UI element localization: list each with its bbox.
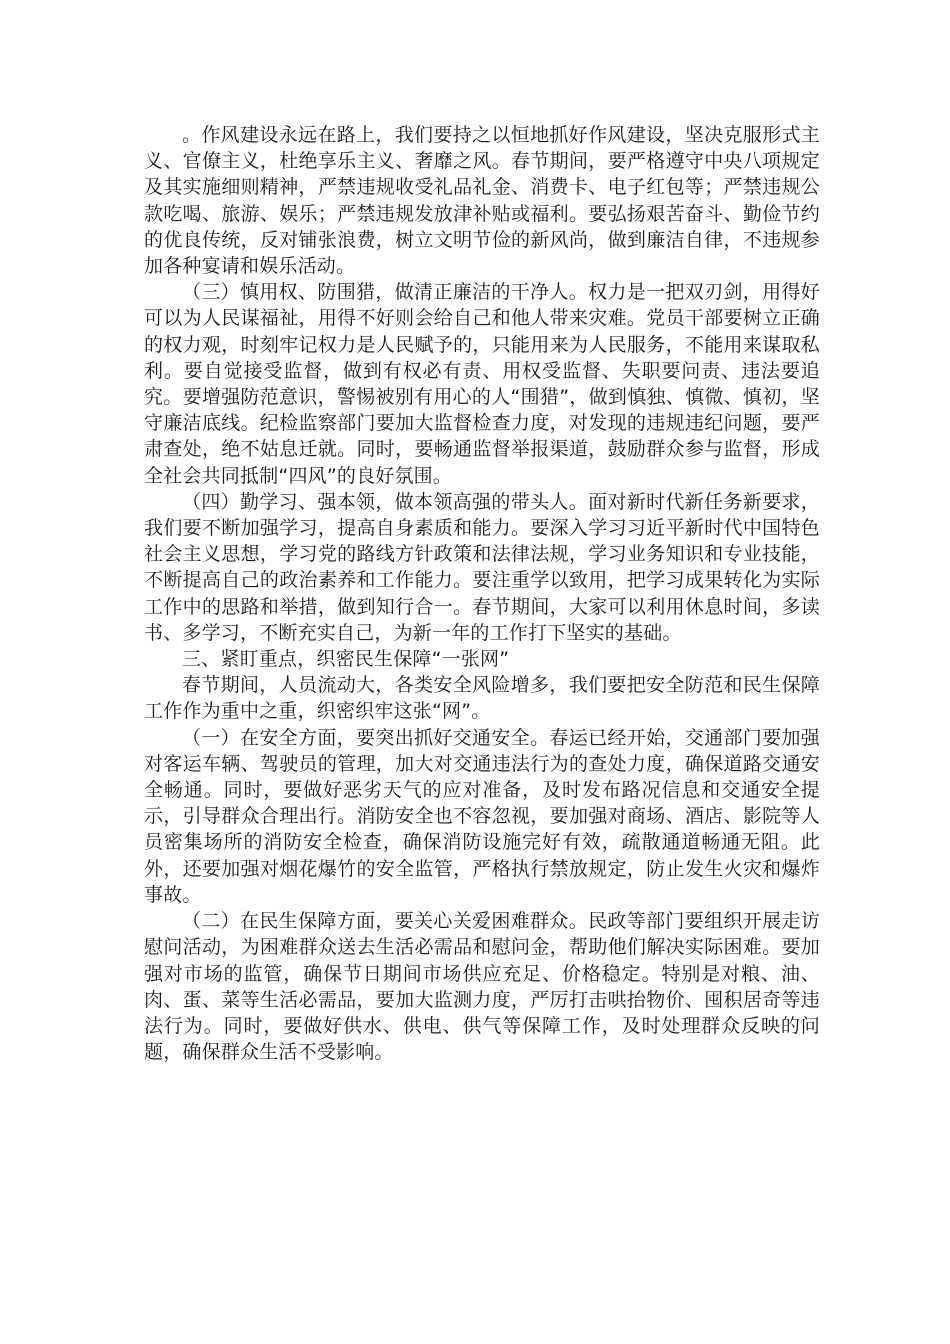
paragraph-livelihood-support: （二）在民生保障方面，要关心关爱困难群众。民政等部门要组织开展走访慰问活动，为困难群众送去生活必需品和慰问金，帮助他们解决实际困难。要加强对市场的监管，确保节日期间市场供应充足、价格稳定。特别是对粮、油、肉、蛋、菜等生活必需品，要加大监测力度，严厉打击哄抬物价、囤积居奇等违法行为。同时，要做好供水、供电、供气等保障工作，及时处理群众反映的问题，确保群众生活不受影响。: [144, 910, 820, 1064]
paragraph-section-4-learning: （四）勤学习、强本领，做本领高强的带头人。面对新时代新任务新要求，我们要不断加强学习，提高自身素质和能力。要深入学习习近平新时代中国特色社会主义思想，学习党的路线方针政策和法律法规，学习业务知识和专业技能，不断提高自己的政治素养和工作能力。要注重学以致用，把学习成果转化为实际工作中的思路和举措，做到知行合一。春节期间，大家可以利用休息时间，多读书、多学习，不断充实自己，为新一年的工作打下坚实的基础。: [144, 490, 820, 644]
paragraph-livelihood-intro: 春节期间，人员流动大，各类安全风险增多，我们要把安全防范和民生保障工作作为重中之重，织密织牢这张“网”。: [144, 674, 820, 723]
paragraph-safety: （一）在安全方面，要突出抓好交通安全。春运已经开始，交通部门要加强对客运车辆、驾驶员的管理，加大对交通违法行为的查处力度，确保道路交通安全畅通。同时，要做好恶劣天气的应对准备，及时发布路况信息和交通安全提示，引导群众合理出行。消防安全也不容忽视，要加强对商场、酒店、影院等人员密集场所的消防安全检查，确保消防设施完好有效，疏散通道畅通无阻。此外，还要加强对烟花爆竹的安全监管，严格执行禁放规定，防止发生火灾和爆炸事故。: [144, 726, 820, 906]
document-page: [144, 122, 820, 1065]
section-heading-livelihood: 三、紧盯重点，织密民生保障“一张网”: [182, 648, 510, 671]
paragraph-work-style: 。作风建设永远在路上，我们要持之以恒地抓好作风建设，坚决克服形式主义、官僚主义，杜绝享乐主义、奢靡之风。春节期间，要严格遵守中央八项规定及其实施细则精神，严禁违规收受礼品礼金、消费卡、电子红包等；严禁违规公款吃喝、旅游、娱乐；严禁违规发放津补贴或福利。要弘扬艰苦奋斗、勤俭节约的优良传统，反对铺张浪费，树立文明节俭的新风尚，做到廉洁自律，不违规参加各种宴请和娱乐活动。: [144, 124, 820, 278]
paragraph-section-3-power: （三）慎用权、防围猎，做清正廉洁的干净人。权力是一把双刃剑，用得好可以为人民谋福祉，用得不好则会给自己和他人带来灾难。党员干部要树立正确的权力观，时刻牢记权力是人民赋予的，只能用来为人民服务，不能用来谋取私利。要自觉接受监督，做到有权必有责、用权受监督、失职要问责、违法要追究。要增强防范意识，警惕被别有用心的人“围猎”，做到慎独、慎微、慎初，坚守廉洁底线。纪检监察部门要加大监督检查力度，对发现的违规违纪问题，要严肃查处，绝不姑息迁就。同时，要畅通监督举报渠道，鼓励群众参与监督，形成全社会共同抵制“四风”的良好氛围。: [144, 281, 820, 487]
